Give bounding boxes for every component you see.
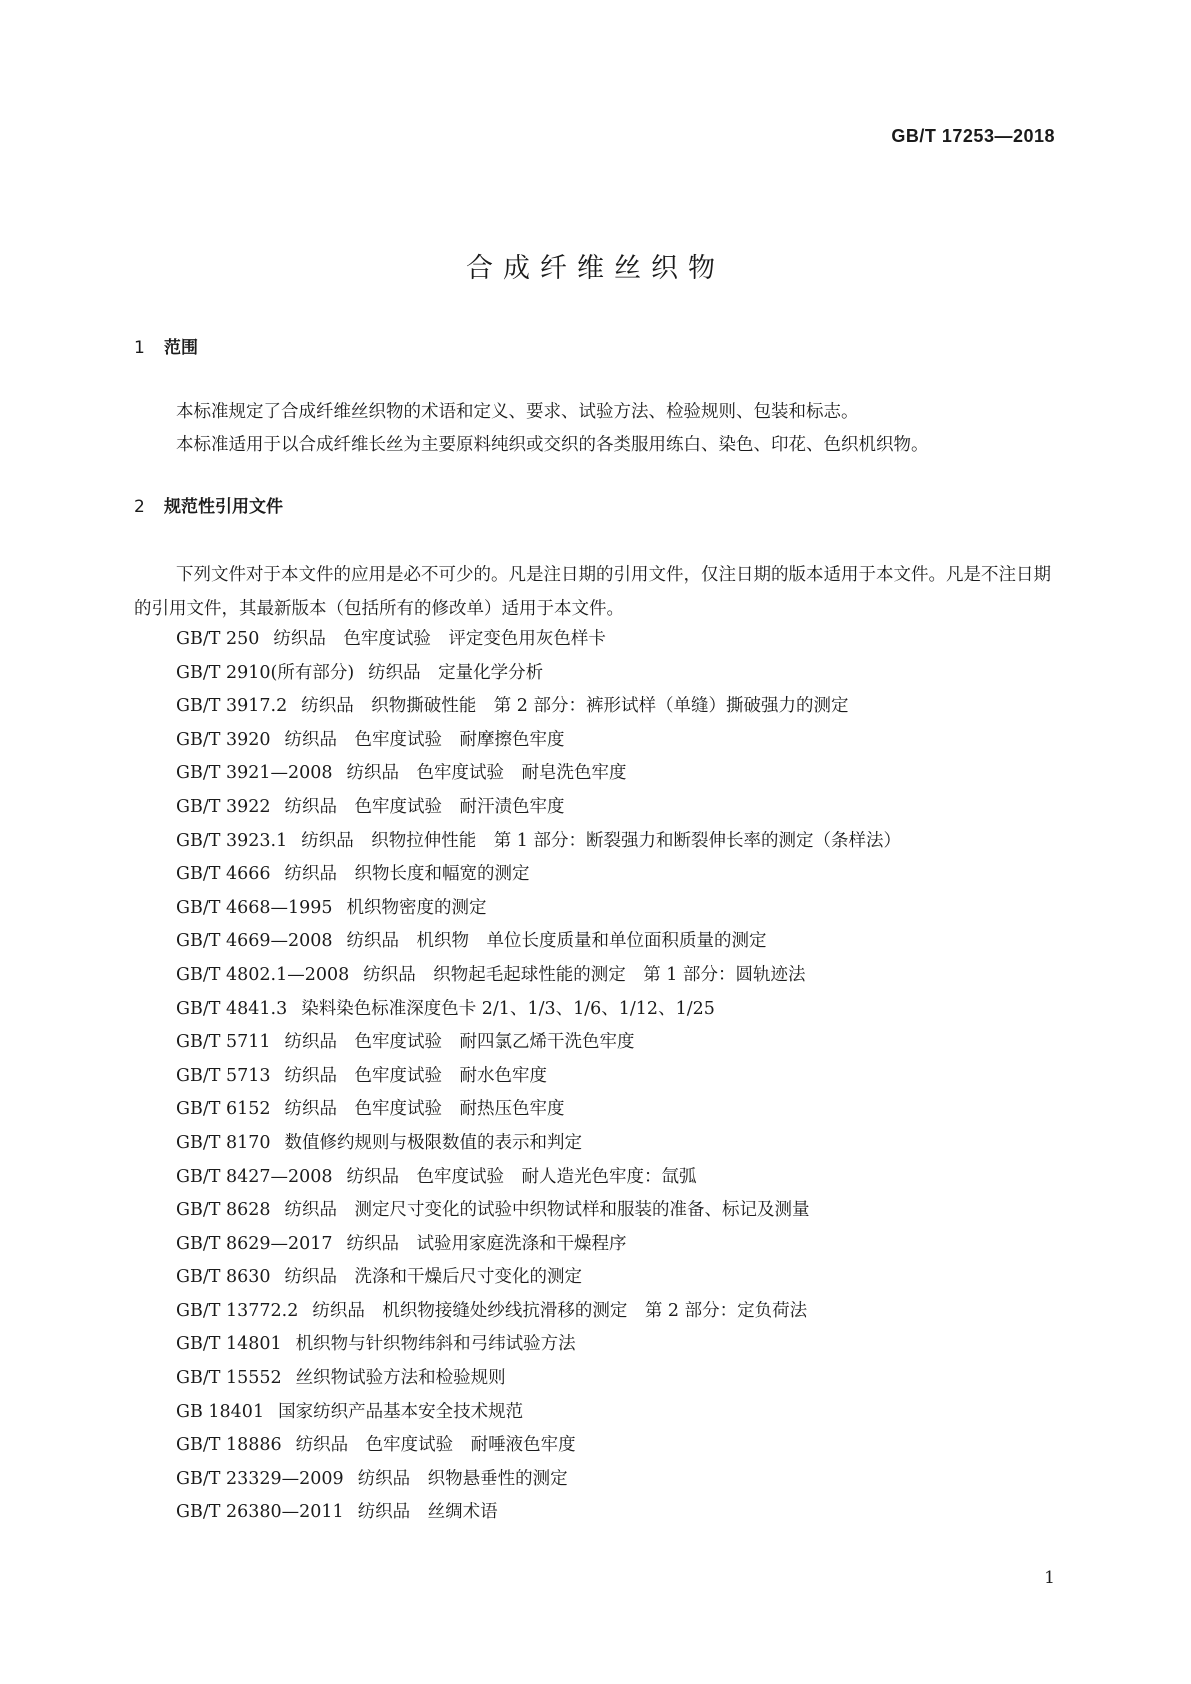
reference-code: GB/T 5711 <box>176 1032 271 1053</box>
reference-code: GB/T 14801 <box>176 1334 282 1355</box>
reference-title: 纺织品 色牢度试验 耐热压色牢度 <box>284 1099 565 1120</box>
reference-code: GB/T 8628 <box>176 1200 271 1221</box>
reference-item <box>176 1328 901 1362</box>
scope-paragraph-2-text: 本标准适用于以合成纤维长丝为主要原料纯织或交织的各类服用练白、染色、印花、色织机织物。 <box>176 435 929 455</box>
reference-title: 纺织品 织物起毛起球性能的测定 第 1 部分：圆轨迹法 <box>363 964 806 985</box>
section-1-number: 1 <box>134 338 145 358</box>
reference-code: GB/T 8629—2017 <box>176 1233 333 1254</box>
section-2-heading <box>134 492 283 517</box>
reference-title: 纺织品 色牢度试验 评定变色用灰色样卡 <box>273 629 606 649</box>
reference-item <box>176 1396 901 1430</box>
reference-item <box>176 690 901 724</box>
reference-title: 数值修约规则与极限数值的表示和判定 <box>284 1132 583 1153</box>
reference-code: GB/T 8170 <box>176 1132 271 1153</box>
reference-title: 染料染色标准深度色卡 2/1、1/3、1/6、1/12、1/25 <box>301 998 715 1019</box>
reference-title: 纺织品 织物撕破性能 第 2 部分：裤形试样（单缝）撕破强力的测定 <box>301 696 849 717</box>
reference-item <box>176 1060 901 1094</box>
reference-code: GB/T 3922 <box>176 796 271 817</box>
reference-title: 机织物与针织物纬斜和弓纬试验方法 <box>295 1334 576 1355</box>
reference-code: GB/T 8630 <box>176 1267 271 1288</box>
reference-code: GB/T 250 <box>176 629 260 649</box>
reference-code: GB/T 3917.2 <box>176 696 288 717</box>
references-intro-text: 下列文件对于本文件的应用是必不可少的。凡是注日期的引用文件，仅注日期的版本适用于本文件。凡是不注日期的引用文件，其最新版本（包括所有的修改单）适用于本文件。 <box>134 565 1051 619</box>
reference-item <box>176 925 901 959</box>
reference-item <box>176 959 901 993</box>
reference-title: 纺织品 机织物接缝处纱线抗滑移的测定 第 2 部分：定负荷法 <box>312 1300 808 1321</box>
references-intro <box>134 558 1056 626</box>
reference-code: GB/T 23329—2009 <box>176 1468 344 1489</box>
reference-title: 纺织品 织物长度和幅宽的测定 <box>284 864 530 885</box>
reference-code: GB 18401 <box>176 1401 265 1422</box>
reference-item <box>176 993 901 1027</box>
page-number: 1 <box>1044 1568 1055 1588</box>
reference-code: GB/T 4841.3 <box>176 998 288 1019</box>
reference-item <box>176 1463 901 1497</box>
reference-item <box>176 1261 901 1295</box>
reference-title: 纺织品 洗涤和干燥后尺寸变化的测定 <box>284 1267 583 1288</box>
section-1-heading <box>134 333 198 358</box>
reference-item <box>176 858 901 892</box>
reference-code: GB/T 2910(所有部分) <box>176 662 355 683</box>
reference-item <box>176 1127 901 1161</box>
reference-title: 纺织品 色牢度试验 耐四氯乙烯干洗色牢度 <box>284 1032 635 1053</box>
reference-title: 丝织物试验方法和检验规则 <box>295 1368 506 1389</box>
reference-item <box>176 757 901 791</box>
reference-item <box>176 1194 901 1228</box>
reference-title: 纺织品 机织物 单位长度质量和单位面积质量的测定 <box>346 931 767 952</box>
reference-item <box>176 892 901 926</box>
reference-title: 纺织品 色牢度试验 耐皂洗色牢度 <box>346 763 627 784</box>
reference-item <box>176 724 901 758</box>
reference-code: GB/T 5713 <box>176 1065 271 1086</box>
reference-item <box>176 1496 901 1530</box>
reference-item <box>176 1026 901 1060</box>
reference-code: GB/T 26380—2011 <box>176 1502 344 1523</box>
reference-item <box>176 1362 901 1396</box>
reference-code: GB/T 3923.1 <box>176 830 288 851</box>
reference-title: 纺织品 色牢度试验 耐人造光色牢度：氙弧 <box>346 1166 697 1187</box>
reference-title: 纺织品 色牢度试验 耐汗渍色牢度 <box>284 796 565 817</box>
document-title: 合成纤维丝织物 <box>466 253 725 285</box>
scope-paragraph-1-text: 本标准规定了合成纤维丝织物的术语和定义、要求、试验方法、检验规则、包装和标志。 <box>176 402 859 422</box>
reference-title: 纺织品 织物悬垂性的测定 <box>357 1468 568 1489</box>
reference-code: GB/T 8427—2008 <box>176 1166 333 1187</box>
reference-item <box>176 1093 901 1127</box>
reference-code: GB/T 4668—1995 <box>176 897 333 918</box>
reference-item <box>176 1429 901 1463</box>
reference-item <box>176 657 901 691</box>
reference-code: GB/T 3921—2008 <box>176 763 333 784</box>
section-1-title: 范围 <box>164 338 198 358</box>
reference-title: 机织物密度的测定 <box>346 897 487 918</box>
reference-code: GB/T 15552 <box>176 1368 282 1389</box>
reference-title: 纺织品 织物拉伸性能 第 1 部分：断裂强力和断裂伸长率的测定（条样法） <box>301 830 901 851</box>
scope-paragraph-1 <box>134 395 1056 429</box>
reference-title: 纺织品 试验用家庭洗涤和干燥程序 <box>346 1233 627 1254</box>
scope-paragraph-2 <box>134 428 1056 462</box>
section-2-number: 2 <box>134 497 145 517</box>
reference-code: GB/T 13772.2 <box>176 1300 299 1321</box>
reference-code: GB/T 4669—2008 <box>176 931 333 952</box>
reference-code: GB/T 3920 <box>176 729 271 750</box>
reference-code: GB/T 18886 <box>176 1435 282 1456</box>
reference-item <box>176 1295 901 1329</box>
reference-code: GB/T 6152 <box>176 1099 271 1120</box>
reference-item <box>176 1228 901 1262</box>
reference-title: 纺织品 测定尺寸变化的试验中织物试样和服装的准备、标记及测量 <box>284 1200 810 1221</box>
reference-item <box>176 825 901 859</box>
reference-title: 纺织品 丝绸术语 <box>357 1502 498 1523</box>
reference-code: GB/T 4666 <box>176 864 271 885</box>
reference-title: 纺织品 定量化学分析 <box>368 662 544 683</box>
section-2-title: 规范性引用文件 <box>164 497 283 517</box>
reference-code: GB/T 4802.1—2008 <box>176 964 350 985</box>
reference-item <box>176 623 901 657</box>
reference-title: 国家纺织产品基本安全技术规范 <box>278 1401 524 1422</box>
reference-title: 纺织品 色牢度试验 耐摩擦色牢度 <box>284 729 565 750</box>
reference-title: 纺织品 色牢度试验 耐水色牢度 <box>284 1065 548 1086</box>
reference-list <box>176 623 901 1530</box>
standard-number: GB/T 17253—2018 <box>891 126 1055 146</box>
reference-item <box>176 791 901 825</box>
reference-item <box>176 1161 901 1195</box>
reference-title: 纺织品 色牢度试验 耐唾液色牢度 <box>295 1435 576 1456</box>
